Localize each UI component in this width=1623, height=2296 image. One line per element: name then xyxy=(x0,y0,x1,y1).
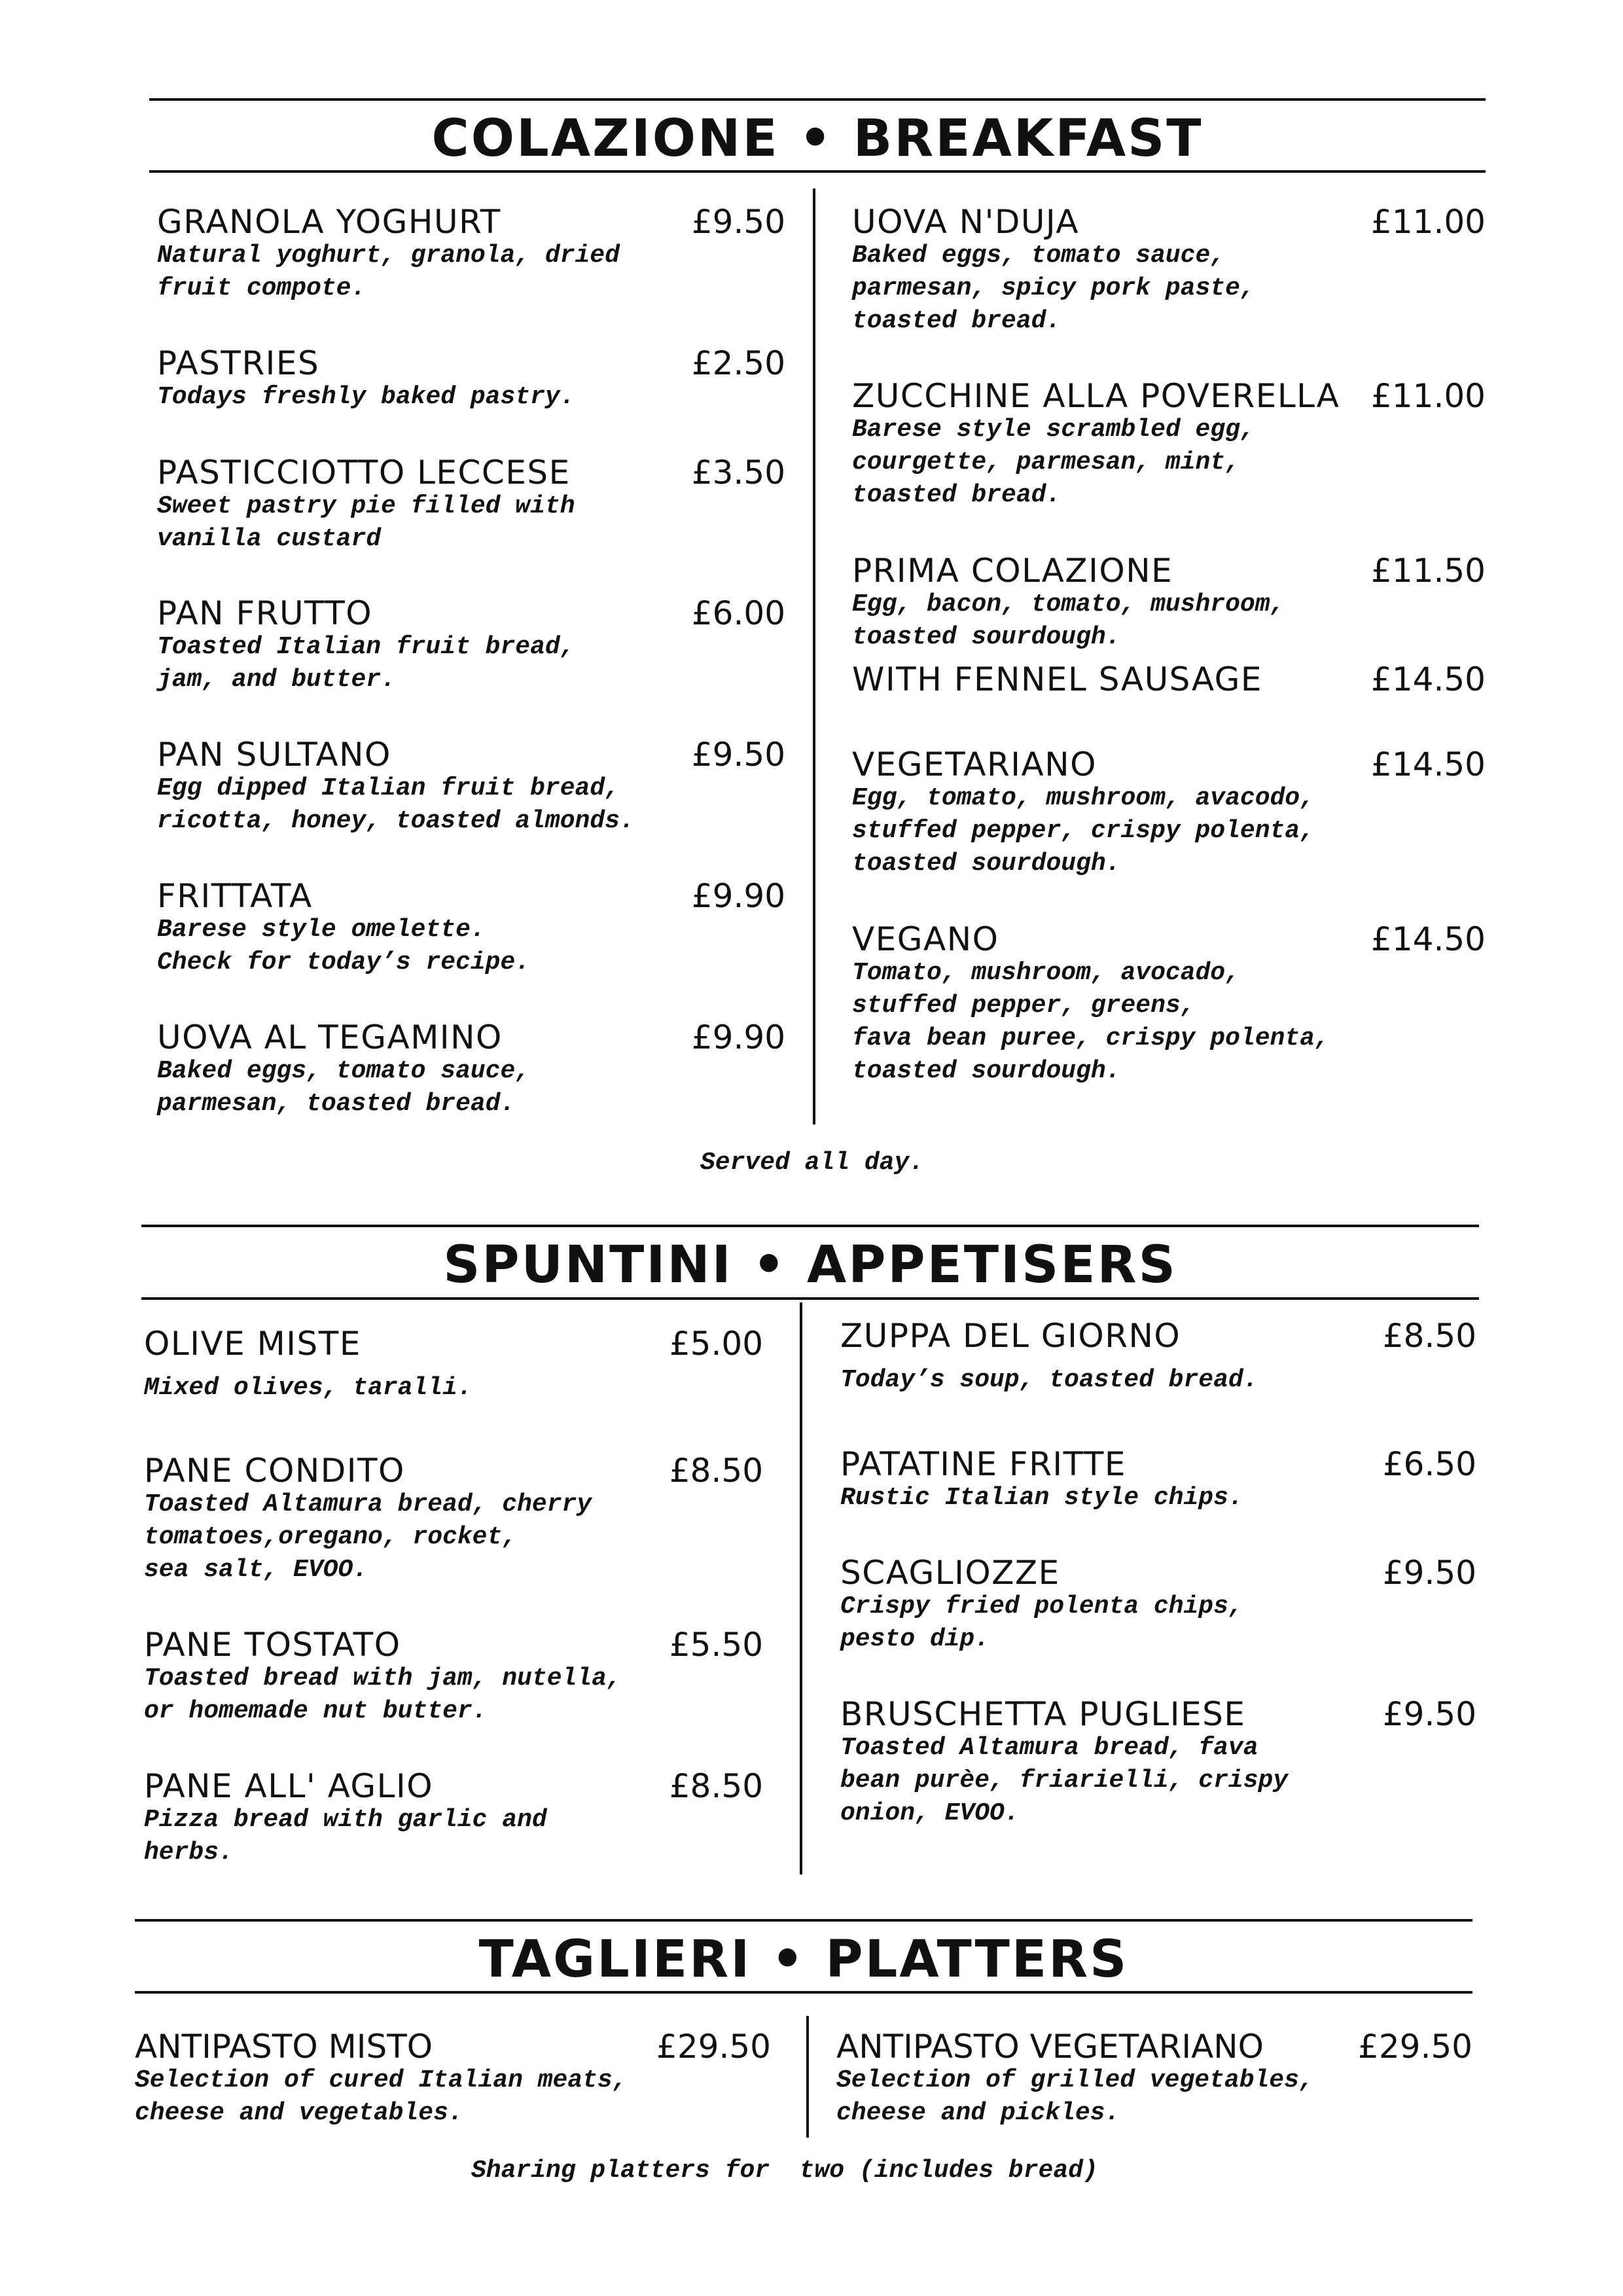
item-price: £14.50 xyxy=(1371,920,1486,958)
item-name: WITH FENNEL SAUSAGE xyxy=(852,660,1263,698)
breakfast-column-divider xyxy=(813,188,815,1124)
item-name: OLIVE MISTE xyxy=(144,1325,361,1363)
appetisers-title: SPUNTINI • APPETISERS xyxy=(443,1236,1177,1295)
item-price: £9.90 xyxy=(691,877,785,915)
item-description: Toasted bread with jam, nutella, or homemade nut butter. xyxy=(144,1664,622,1725)
item-description: Natural yoghurt, granola, dried fruit compote. xyxy=(157,242,620,302)
appetisers-top-rule xyxy=(141,1225,1479,1227)
item-name: VEGANO xyxy=(852,920,999,958)
item-price: £9.50 xyxy=(1382,1695,1476,1733)
item-name: ZUPPA DEL GIORNO xyxy=(840,1317,1181,1355)
item-description: Today’s soup, toasted bread. xyxy=(840,1366,1258,1394)
item-name: PASTRIES xyxy=(157,344,320,382)
item-price: £14.50 xyxy=(1371,660,1486,698)
platters-top-rule xyxy=(135,1919,1472,1922)
item-description: Crispy fried polenta chips, pesto dip. xyxy=(840,1592,1243,1653)
item-description: Pizza bread with garlic and herbs. xyxy=(144,1806,547,1867)
item-price: £9.90 xyxy=(691,1018,785,1056)
breakfast-bottom-rule xyxy=(149,170,1486,173)
item-description: Barese style scrambled egg, courgette, parmesan, mint, toasted bread. xyxy=(852,416,1255,509)
item-description: Selection of cured Italian meats, cheese and vegetables. xyxy=(135,2066,628,2127)
item-price: £11.50 xyxy=(1371,552,1486,590)
item-price: £29.50 xyxy=(1358,2028,1472,2066)
item-price: £2.50 xyxy=(691,344,785,382)
item-price: £8.50 xyxy=(1382,1317,1476,1355)
platters-note: Sharing platters for two (includes bread) xyxy=(471,2157,1098,2185)
platters-bottom-rule xyxy=(135,1991,1472,1994)
item-name: GRANOLA YOGHURT xyxy=(157,203,501,241)
breakfast-top-rule xyxy=(149,98,1486,101)
item-name: VEGETARIANO xyxy=(852,745,1097,783)
item-price: £9.50 xyxy=(1382,1554,1476,1592)
item-description: Toasted Altamura bread, cherry tomatoes,oregano, rocket, sea salt, EVOO. xyxy=(144,1490,592,1584)
item-name: UOVA N'DUJA xyxy=(852,203,1079,241)
item-name: PAN FRUTTO xyxy=(157,594,373,632)
breakfast-note: Served all day. xyxy=(700,1149,925,1177)
appetisers-column-divider xyxy=(800,1302,802,1874)
item-description: Selection of grilled vegetables, cheese and pickles. xyxy=(836,2066,1314,2127)
item-price: £6.00 xyxy=(691,594,785,632)
item-description: Toasted Italian fruit bread, jam, and butter. xyxy=(157,633,575,694)
item-price: £8.50 xyxy=(669,1452,763,1490)
item-description: Todays freshly baked pastry. xyxy=(157,383,575,411)
item-description: Tomato, mushroom, avocado, stuffed pepper, greens, fava bean puree, crispy polenta, toasted sourdough. xyxy=(852,959,1330,1085)
item-description: Rustic Italian style chips. xyxy=(840,1484,1243,1512)
item-name: ANTIPASTO MISTO xyxy=(135,2028,433,2066)
item-name: BRUSCHETTA PUGLIESE xyxy=(840,1695,1246,1733)
item-price: £5.50 xyxy=(669,1626,763,1664)
item-price: £5.00 xyxy=(669,1325,763,1363)
item-name: SCAGLIOZZE xyxy=(840,1554,1060,1592)
item-name: PANE ALL' AGLIO xyxy=(144,1767,434,1805)
item-description: Baked eggs, tomato sauce, parmesan, toasted bread. xyxy=(157,1057,531,1118)
item-name: PATATINE FRITTE xyxy=(840,1445,1126,1483)
item-name: FRITTATA xyxy=(157,877,313,915)
item-description: Egg, tomato, mushroom, avacodo, stuffed pepper, crispy polenta, toasted sourdough. xyxy=(852,784,1315,878)
item-description: Sweet pastry pie filled with vanilla custard xyxy=(157,492,575,553)
item-name: ANTIPASTO VEGETARIANO xyxy=(836,2028,1264,2066)
item-name: ZUCCHINE ALLA POVERELLA xyxy=(852,377,1340,415)
item-name: PANE TOSTATO xyxy=(144,1626,401,1664)
item-price: £11.00 xyxy=(1371,377,1486,415)
item-name: PANE CONDITO xyxy=(144,1452,405,1490)
item-description: Egg, bacon, tomato, mushroom, toasted sourdough. xyxy=(852,590,1285,651)
item-price: £3.50 xyxy=(691,454,785,492)
item-price: £29.50 xyxy=(656,2028,771,2066)
item-description: Egg dipped Italian fruit bread, ricotta, honey, toasted almonds. xyxy=(157,774,635,835)
item-price: £8.50 xyxy=(669,1767,763,1805)
platters-title: TAGLIERI • PLATTERS xyxy=(478,1930,1129,1989)
item-price: £9.50 xyxy=(691,736,785,774)
item-description: Baked eggs, tomato sauce, parmesan, spicy pork paste, toasted bread. xyxy=(852,242,1255,335)
appetisers-bottom-rule xyxy=(141,1297,1479,1300)
item-name: UOVA AL TEGAMINO xyxy=(157,1018,503,1056)
item-price: £11.00 xyxy=(1371,203,1486,241)
platters-column-divider xyxy=(806,2016,809,2138)
item-description: Toasted Altamura bread, fava bean purèe, friarielli, crispy onion, EVOO. xyxy=(840,1734,1289,1827)
item-description: Barese style omelette. Check for today’s recipe. xyxy=(157,916,531,977)
item-price: £6.50 xyxy=(1382,1445,1476,1483)
item-price: £9.50 xyxy=(691,203,785,241)
item-name: PASTICCIOTTO LECCESE xyxy=(157,454,571,492)
item-price: £14.50 xyxy=(1371,745,1486,783)
item-name: PAN SULTANO xyxy=(157,736,391,774)
breakfast-title: COLAZIONE • BREAKFAST xyxy=(431,109,1204,168)
item-description: Mixed olives, taralli. xyxy=(144,1374,473,1402)
item-name: PRIMA COLAZIONE xyxy=(852,552,1173,590)
